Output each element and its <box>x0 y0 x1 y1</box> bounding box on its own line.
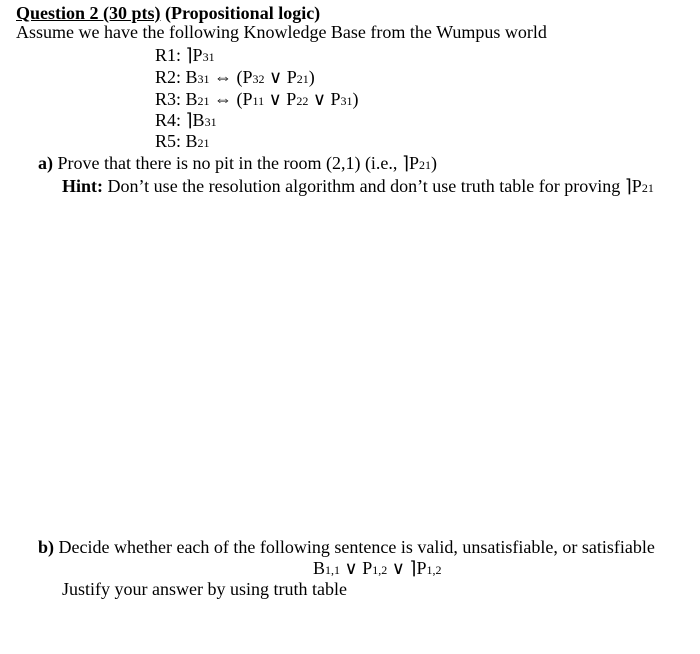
intro-text: Assume we have the following Knowledge Base from the Wumpus world <box>16 22 547 42</box>
rule-label: R4: <box>155 110 182 130</box>
part-a-text: Prove that there is no pit in the room (2,1) (i.e., <box>57 153 402 173</box>
question-topic: (Propositional logic) <box>165 3 321 23</box>
symbol: B <box>192 110 205 130</box>
symbol: B <box>313 558 326 578</box>
subscript: 21 <box>197 136 210 150</box>
subscript: 31 <box>197 72 210 86</box>
or-operator: ∨ <box>269 67 283 87</box>
part-b-justify: Justify your answer by using truth table <box>62 579 347 599</box>
rule-label: R5: <box>155 131 182 151</box>
symbol: P <box>242 89 253 109</box>
negation-symbol: ⌉ <box>409 558 417 578</box>
rule-r4 <box>155 110 217 132</box>
symbol: P <box>330 89 341 109</box>
symbol: P <box>286 89 297 109</box>
subscript: 21 <box>296 72 309 86</box>
part-a-label: a) <box>38 153 53 173</box>
paren: ) <box>352 89 359 109</box>
paren: ) <box>430 153 437 173</box>
part-a-hint <box>62 176 654 198</box>
hint-text: Don’t use the resolution algorithm and don’t use truth table for proving <box>107 176 625 196</box>
subscript: 1,2 <box>372 563 388 577</box>
part-b-text: Decide whether each of the following sentence is valid, unsatisfiable, or satisfiable <box>58 537 655 557</box>
iff-operator: ⇔ <box>214 89 233 109</box>
negation-symbol: ⌉ <box>185 110 193 130</box>
subscript: 32 <box>252 72 265 86</box>
negation-symbol: ⌉ <box>624 176 632 196</box>
subscript: 31 <box>202 50 215 64</box>
question-header <box>16 3 320 23</box>
negation-symbol: ⌉ <box>185 45 193 65</box>
subscript: 31 <box>204 115 217 129</box>
rule-r2 <box>155 67 315 89</box>
symbol: B <box>185 131 198 151</box>
subscript: 11 <box>252 94 265 108</box>
or-operator: ∨ <box>344 558 358 578</box>
negation-symbol: ⌉ <box>401 153 409 173</box>
or-operator: ∨ <box>312 89 326 109</box>
subscript: 21 <box>197 94 210 108</box>
paren: ( <box>236 67 243 87</box>
or-operator: ∨ <box>391 558 405 578</box>
rule-label: R2: <box>155 67 182 87</box>
symbol: B <box>185 67 198 87</box>
subscript: 1,1 <box>325 563 341 577</box>
part-a-prompt <box>38 153 437 175</box>
subscript: 21 <box>418 158 431 172</box>
symbol: P <box>631 176 642 196</box>
rule-r1 <box>155 45 215 67</box>
part-b-formula <box>313 558 441 580</box>
paren: ) <box>308 67 315 87</box>
rule-label: R3: <box>155 89 182 109</box>
iff-operator: ⇔ <box>214 67 233 87</box>
paren: ( <box>236 89 243 109</box>
rule-label: R1: <box>155 45 182 65</box>
part-b-prompt <box>38 537 655 557</box>
rule-r3 <box>155 89 359 111</box>
subscript: 1,2 <box>426 563 442 577</box>
subscript: 31 <box>340 94 353 108</box>
symbol: P <box>416 558 427 578</box>
symbol: P <box>408 153 419 173</box>
rule-r5 <box>155 131 210 153</box>
question-number: Question 2 (30 pts) <box>16 3 161 23</box>
hint-label: Hint: <box>62 176 104 196</box>
symbol: P <box>192 45 203 65</box>
symbol: P <box>242 67 253 87</box>
symbol: B <box>185 89 198 109</box>
subscript: 22 <box>296 94 309 108</box>
symbol: P <box>286 67 297 87</box>
subscript: 21 <box>641 181 654 195</box>
symbol: P <box>362 558 373 578</box>
or-operator: ∨ <box>268 89 282 109</box>
part-b-label: b) <box>38 537 55 557</box>
